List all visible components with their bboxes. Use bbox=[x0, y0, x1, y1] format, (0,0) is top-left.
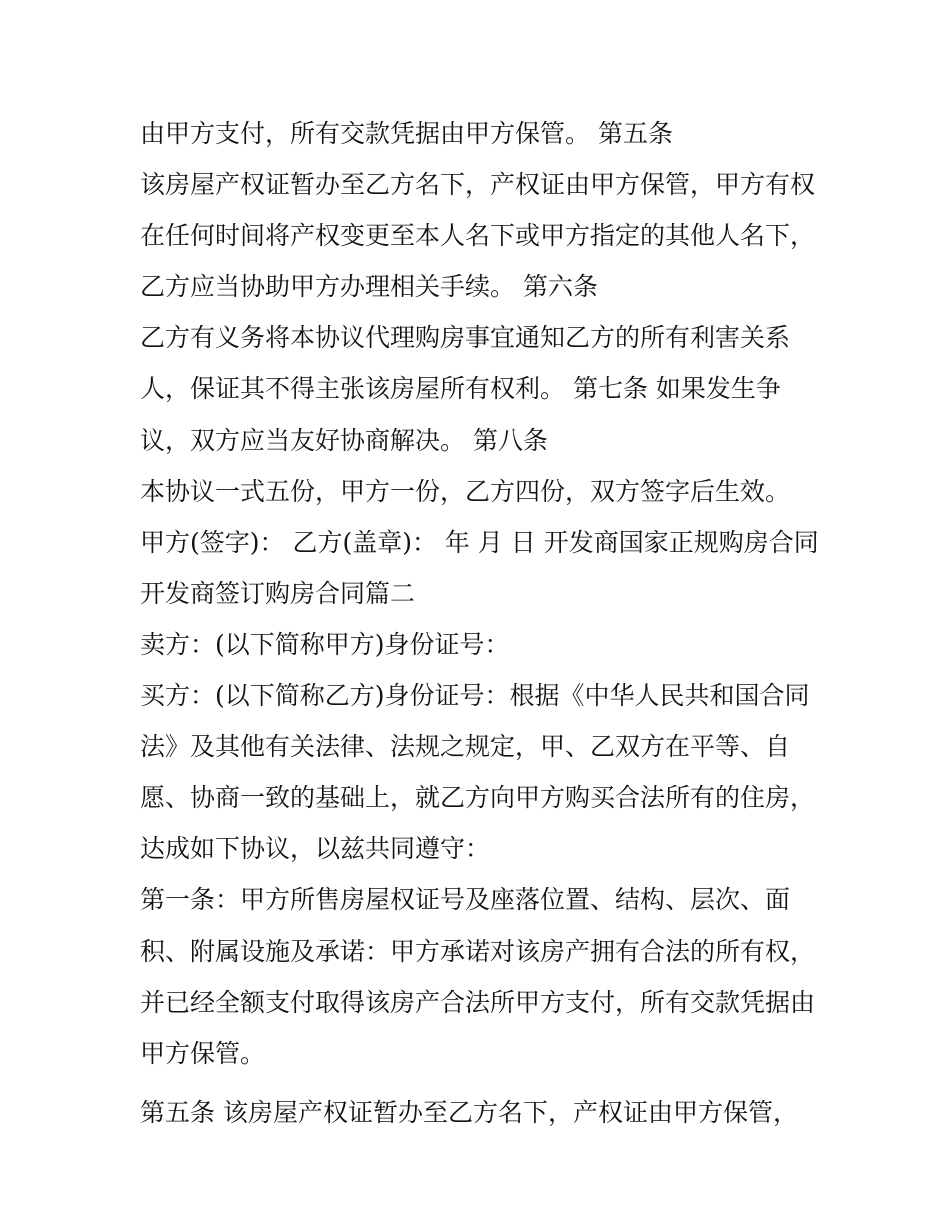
text-line-12: 买方：(以下简称乙方)身份证号：根据《中华人民共和国合同 bbox=[140, 681, 810, 711]
text-line-14: 愿、协商一致的基础上，就乙方向甲方购买合法所有的住房， bbox=[140, 783, 816, 813]
text-line-7: 议，双方应当友好协商解决。 第八条 bbox=[140, 425, 548, 455]
text-line-17: 积、附属设施及承诺：甲方承诺对该房产拥有合法的所有权， bbox=[140, 936, 816, 966]
section-heading: 开发商签订购房合同篇二 bbox=[140, 578, 416, 608]
text-line-2: 该房屋产权证暂办至乙方名下，产权证由甲方保管，甲方有权 bbox=[140, 170, 816, 200]
text-line-1: 由甲方支付，所有交款凭据由甲方保管。 第五条 bbox=[140, 119, 673, 148]
text-line-16: 第一条：甲方所售房屋权证号及座落位置、结构、层次、面 bbox=[140, 885, 791, 915]
text-line-19: 甲方保管。 bbox=[140, 1038, 266, 1068]
text-line-20: 第五条 该房屋产权证暂办至乙方名下，产权证由甲方保管， bbox=[140, 1097, 798, 1127]
text-line-8: 本协议一式五份，甲方一份，乙方四份，双方签字后生效。 bbox=[140, 476, 791, 506]
text-line-11: 卖方：(以下简称甲方)身份证号： bbox=[140, 629, 510, 659]
document-body bbox=[140, 108, 830, 1138]
text-line-18: 并已经全额支付取得该房产合法所甲方支付，所有交款凭据由 bbox=[140, 987, 816, 1017]
text-line-4: 乙方应当协助甲方办理相关手续。 第六条 bbox=[140, 272, 598, 302]
text-line-3: 在任何时间将产权变更至本人名下或甲方指定的其他人名下， bbox=[140, 221, 816, 251]
text-line-6: 人，保证其不得主张该房屋所有权利。 第七条 如果发生争 bbox=[140, 374, 781, 404]
text-line-5: 乙方有义务将本协议代理购房事宜通知乙方的所有利害关系 bbox=[140, 323, 791, 353]
text-line-15: 达成如下协议，以兹共同遵守： bbox=[140, 834, 491, 864]
text-line-13: 法》及其他有关法律、法规之规定，甲、乙双方在平等、自 bbox=[140, 732, 791, 762]
text-line-9: 甲方(签字)： 乙方(盖章)： 年 月 日 开发商国家正规购房合同 bbox=[140, 527, 819, 557]
